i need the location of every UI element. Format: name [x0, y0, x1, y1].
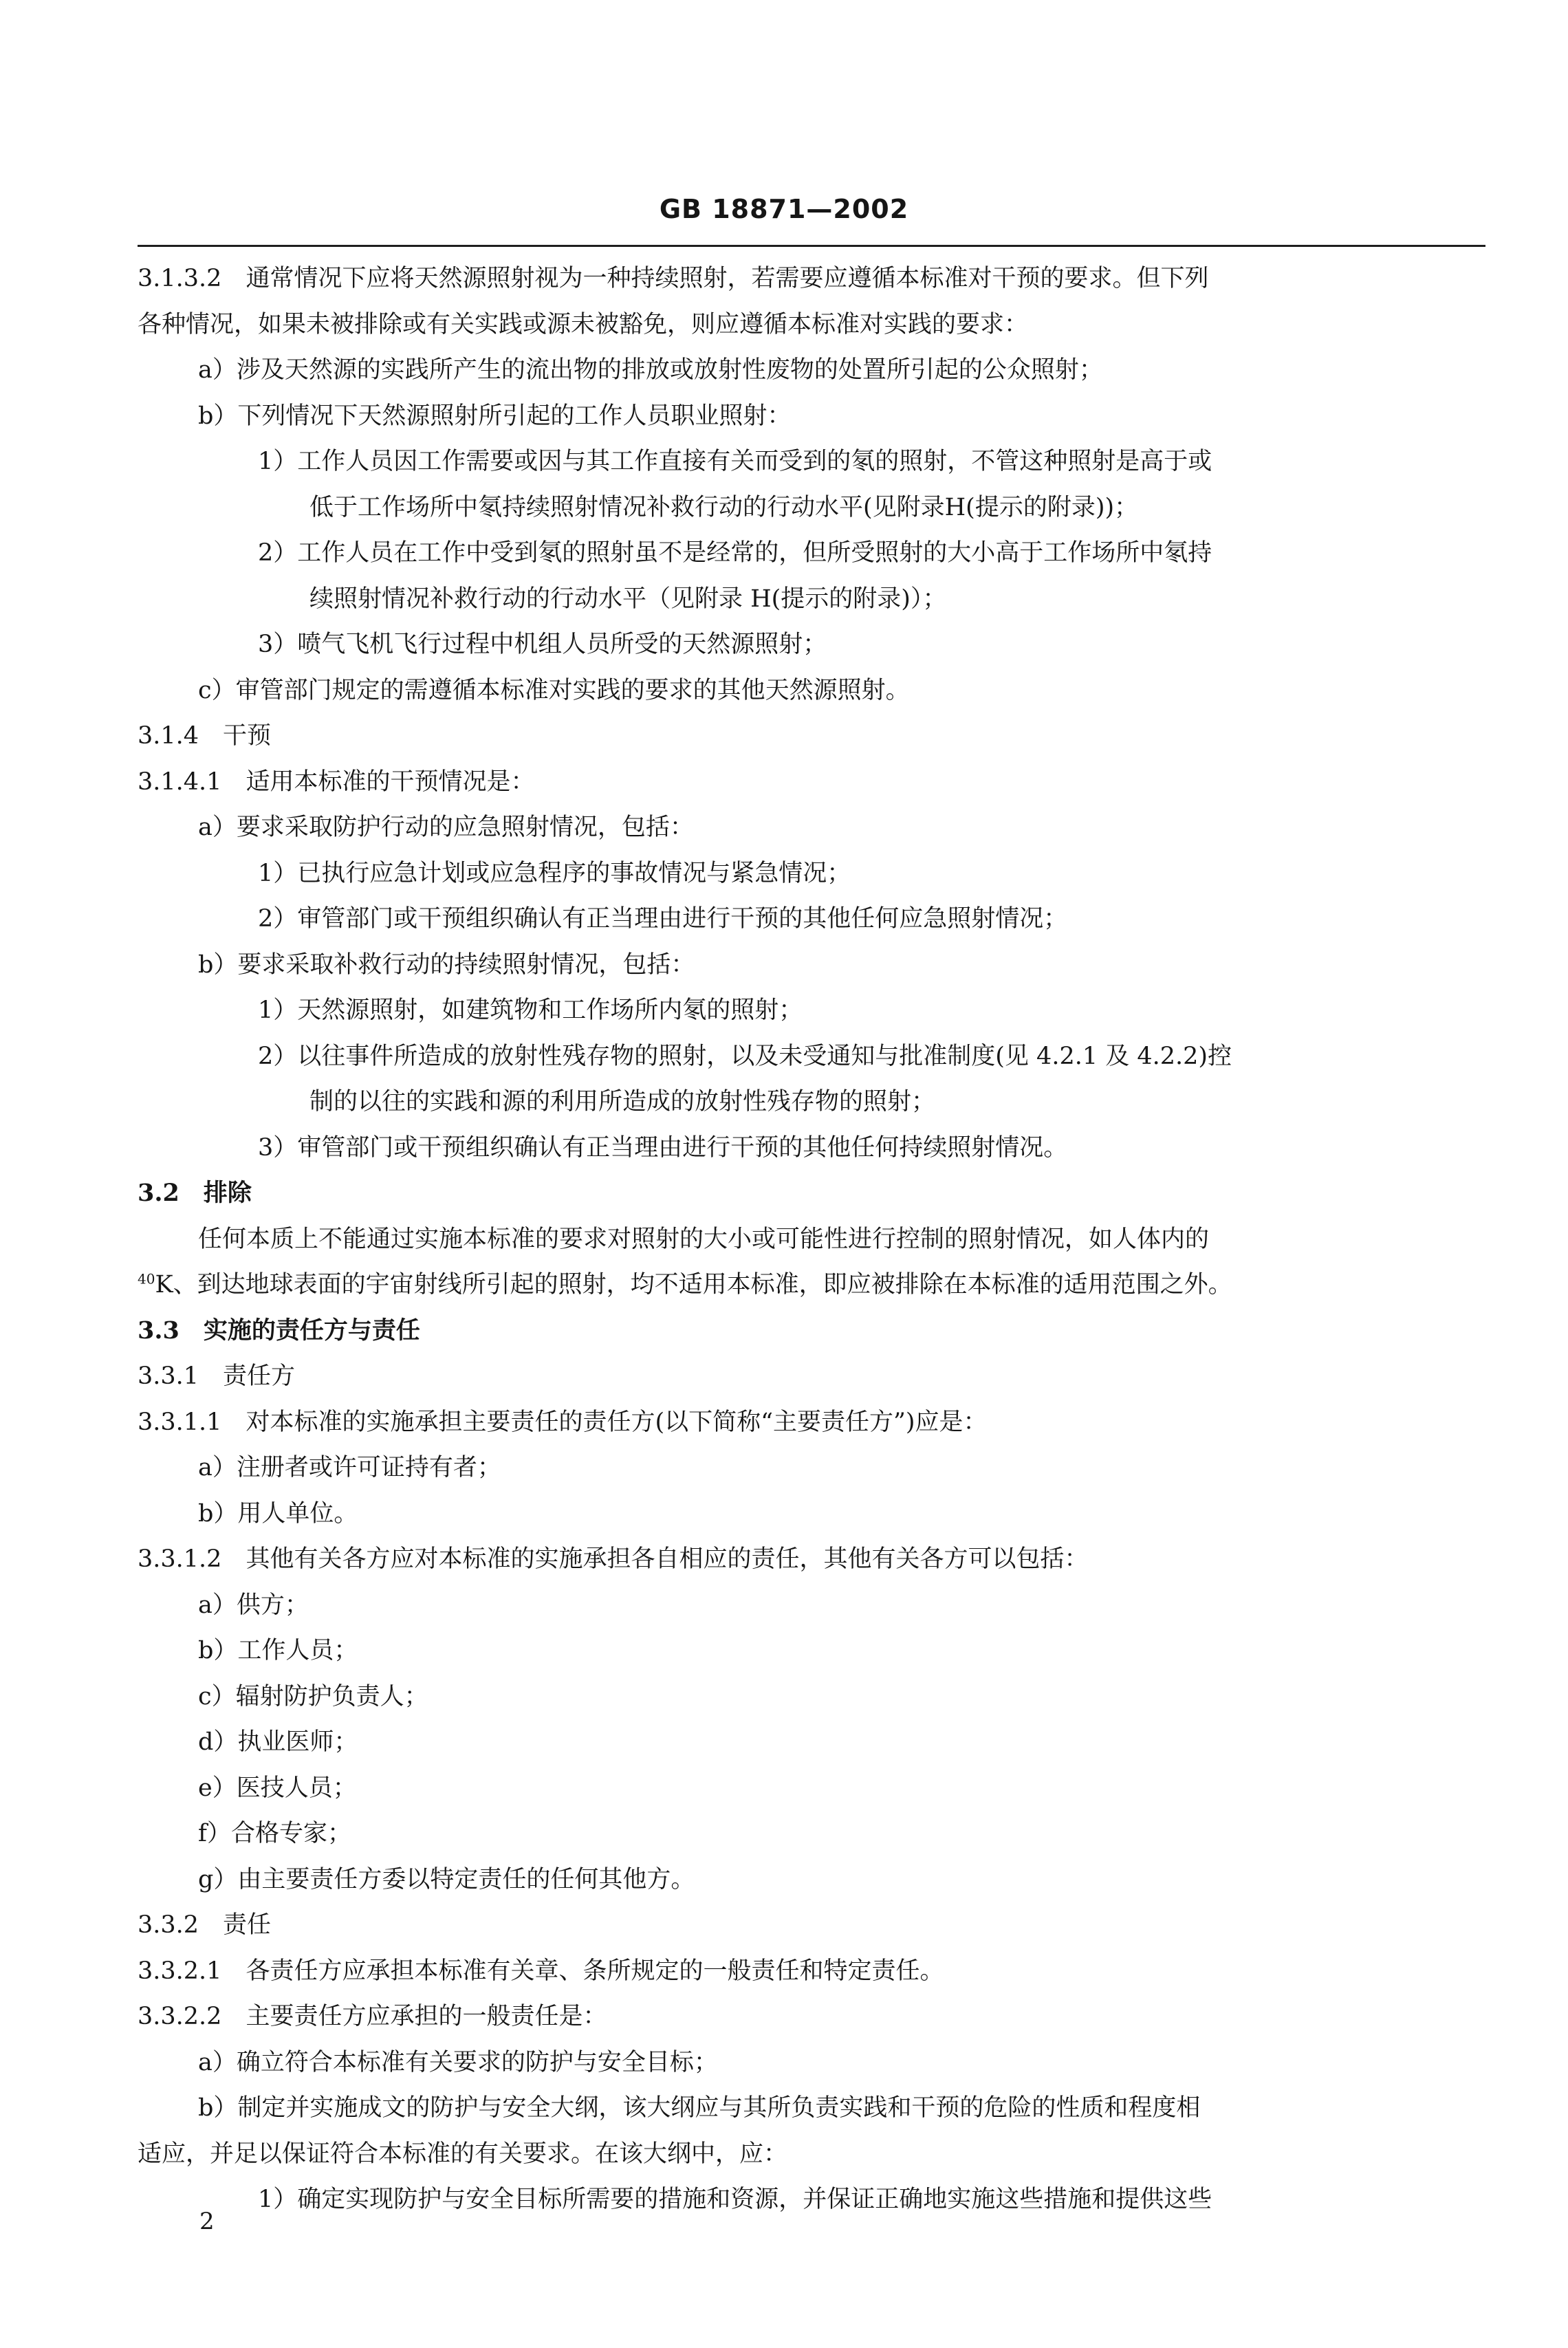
line-text: a）注册者或许可证持有者； — [198, 1454, 501, 1481]
text-line — [138, 1308, 1485, 1354]
line-text: e）医技人员； — [198, 1774, 357, 1802]
text-line — [138, 1034, 1485, 1080]
text-line — [138, 393, 1485, 439]
text-line — [138, 2177, 1485, 2223]
text-line — [138, 1765, 1485, 1812]
line-text: 3）喷气飞机飞行过程中机组人员所受的天然源照射； — [258, 631, 827, 658]
line-text: d）执业医师； — [198, 1728, 358, 1756]
line-text: b）制定并实施成文的防护与安全大纲，该大纲应与其所负责实践和干预的危险的性质和程度相 — [198, 2094, 1201, 2122]
line-text: a）供方； — [198, 1591, 309, 1619]
text-line — [138, 713, 1485, 759]
text-line — [138, 1948, 1485, 1994]
line-text: 适应，并足以保证符合本标准的有关要求。在该大纲中，应： — [138, 2140, 788, 2168]
text-line — [138, 302, 1485, 348]
text-line — [138, 1491, 1485, 1537]
line-text: 3.1.4 干预 — [138, 722, 272, 750]
text-line — [138, 622, 1485, 668]
line-text: a）确立符合本标准有关要求的防护与安全目标； — [198, 2048, 718, 2076]
text-line — [138, 439, 1485, 485]
text-line — [138, 256, 1485, 302]
line-text: 任何本质上不能通过实施本标准的要求对照射的大小或可能性进行控制的照射情况，如人体内的 — [198, 1225, 1210, 1253]
line-text: g）由主要责任方委以特定责任的任何其他方。 — [198, 1865, 695, 1893]
line-text: 低于工作场所中氡持续照射情况补救行动的行动水平(见附录H(提示的附录))； — [309, 493, 1139, 521]
text-line — [138, 1674, 1485, 1720]
text-line — [138, 1811, 1485, 1857]
line-text: 2）审管部门或干预组织确认有正当理由进行干预的其他任何应急照射情况； — [258, 905, 1068, 933]
page-number: 2 — [199, 2208, 215, 2235]
superscript: 40 — [138, 1270, 155, 1287]
text-line — [138, 851, 1485, 897]
text-line — [138, 1536, 1485, 1583]
text-line — [138, 988, 1485, 1034]
line-text: a）涉及天然源的实践所产生的流出物的排放或放射性废物的处置所引起的公众照射； — [198, 356, 1103, 384]
line-text: 1）天然源照射，如建筑物和工作场所内氡的照射； — [258, 997, 803, 1024]
line-text: c）审管部门规定的需遵循本标准对实践的要求的其他天然源照射。 — [198, 676, 910, 704]
text-line — [138, 485, 1485, 531]
text-line — [138, 1994, 1485, 2040]
line-text: b）用人单位。 — [198, 1499, 358, 1528]
text-line — [138, 1217, 1485, 1263]
text-line — [138, 896, 1485, 942]
line-text: f）合格专家； — [198, 1820, 351, 1847]
header-divider — [138, 245, 1485, 247]
text-line — [138, 347, 1485, 393]
line-text: 3.1.3.2 通常情况下应将天然源照射视为一种持续照射，若需要应遵循本标准对干预的要求。但下列 — [138, 265, 1209, 292]
standard-code-header: GB 18871—2002 — [659, 194, 909, 224]
document-body — [138, 256, 1485, 2223]
text-line — [138, 576, 1485, 622]
text-line — [138, 1262, 1485, 1308]
line-text: 1）工作人员因工作需要或因与其工作直接有关而受到的氡的照射，不管这种照射是高于或 — [258, 448, 1212, 475]
text-line — [138, 942, 1485, 988]
text-line — [138, 1628, 1485, 1674]
line-text: 3.3.2.2 主要责任方应承担的一般责任是： — [138, 2003, 607, 2030]
text-line — [138, 2040, 1485, 2086]
line-text: 制的以往的实践和源的利用所造成的放射性残存物的照射； — [309, 1088, 936, 1116]
text-line — [138, 1171, 1485, 1217]
line-text: K、到达地球表面的宇宙射线所引起的照射，均不适用本标准，即应被排除在本标准的适用范围之外。 — [155, 1271, 1232, 1298]
text-line — [138, 805, 1485, 851]
text-line — [138, 1125, 1485, 1171]
line-text: b）下列情况下天然源照射所引起的工作人员职业照射： — [198, 402, 792, 430]
line-text: 3.3.2.1 各责任方应承担本标准有关章、条所规定的一般责任和特定责任。 — [138, 1957, 944, 1985]
text-line — [138, 1719, 1485, 1765]
text-line — [138, 2131, 1485, 2177]
line-text: 2）工作人员在工作中受到氡的照射虽不是经常的，但所受照射的大小高于工作场所中氡持 — [258, 539, 1212, 567]
line-text: 3.3.1.2 其他有关各方应对本标准的实施承担各自相应的责任，其他有关各方可以包括： — [138, 1545, 1089, 1573]
line-text: b）要求采取补救行动的持续照射情况，包括： — [198, 950, 695, 979]
line-text: 2）以往事件所造成的放射性残存物的照射，以及未受通知与批准制度(见 4.2.1 及 4.2.2)控 — [258, 1042, 1232, 1070]
line-text: 1）已执行应急计划或应急程序的事故情况与紧急情况； — [258, 859, 851, 887]
line-text: 1）确定实现防护与安全目标所需要的措施和资源，并保证正确地实施这些措施和提供这些 — [258, 2186, 1212, 2213]
line-text: 3.3 实施的责任方与责任 — [138, 1316, 420, 1345]
line-text: c）辐射防护负责人； — [198, 1682, 428, 1710]
line-text: 续照射情况补救行动的行动水平（见附录 H(提示的附录)）； — [309, 585, 947, 613]
text-line — [138, 1902, 1485, 1948]
text-line — [138, 1400, 1485, 1446]
text-line — [138, 1354, 1485, 1400]
line-text: 3）审管部门或干预组织确认有正当理由进行干预的其他任何持续照射情况。 — [258, 1133, 1068, 1162]
text-line — [138, 1857, 1485, 1903]
line-text: 3.1.4.1 适用本标准的干预情况是： — [138, 768, 535, 796]
line-text: 3.3.1 责任方 — [138, 1362, 296, 1390]
line-text: 3.2 排除 — [138, 1179, 252, 1207]
text-line — [138, 1079, 1485, 1125]
text-line — [138, 668, 1485, 714]
text-line — [138, 759, 1485, 805]
line-text: 3.3.2 责任 — [138, 1911, 272, 1939]
text-line — [138, 2085, 1485, 2131]
text-line — [138, 1583, 1485, 1629]
line-text: 各种情况，如果未被排除或有关实践或源未被豁免，则应遵循本标准对实践的要求： — [138, 310, 1029, 338]
text-line — [138, 1445, 1485, 1491]
line-text: b）工作人员； — [198, 1637, 358, 1664]
line-text: 3.3.1.1 对本标准的实施承担主要责任的责任方(以下简称“主要责任方”)应是： — [138, 1408, 988, 1436]
line-text: a）要求采取防护行动的应急照射情况，包括： — [198, 814, 694, 841]
text-line — [138, 530, 1485, 576]
